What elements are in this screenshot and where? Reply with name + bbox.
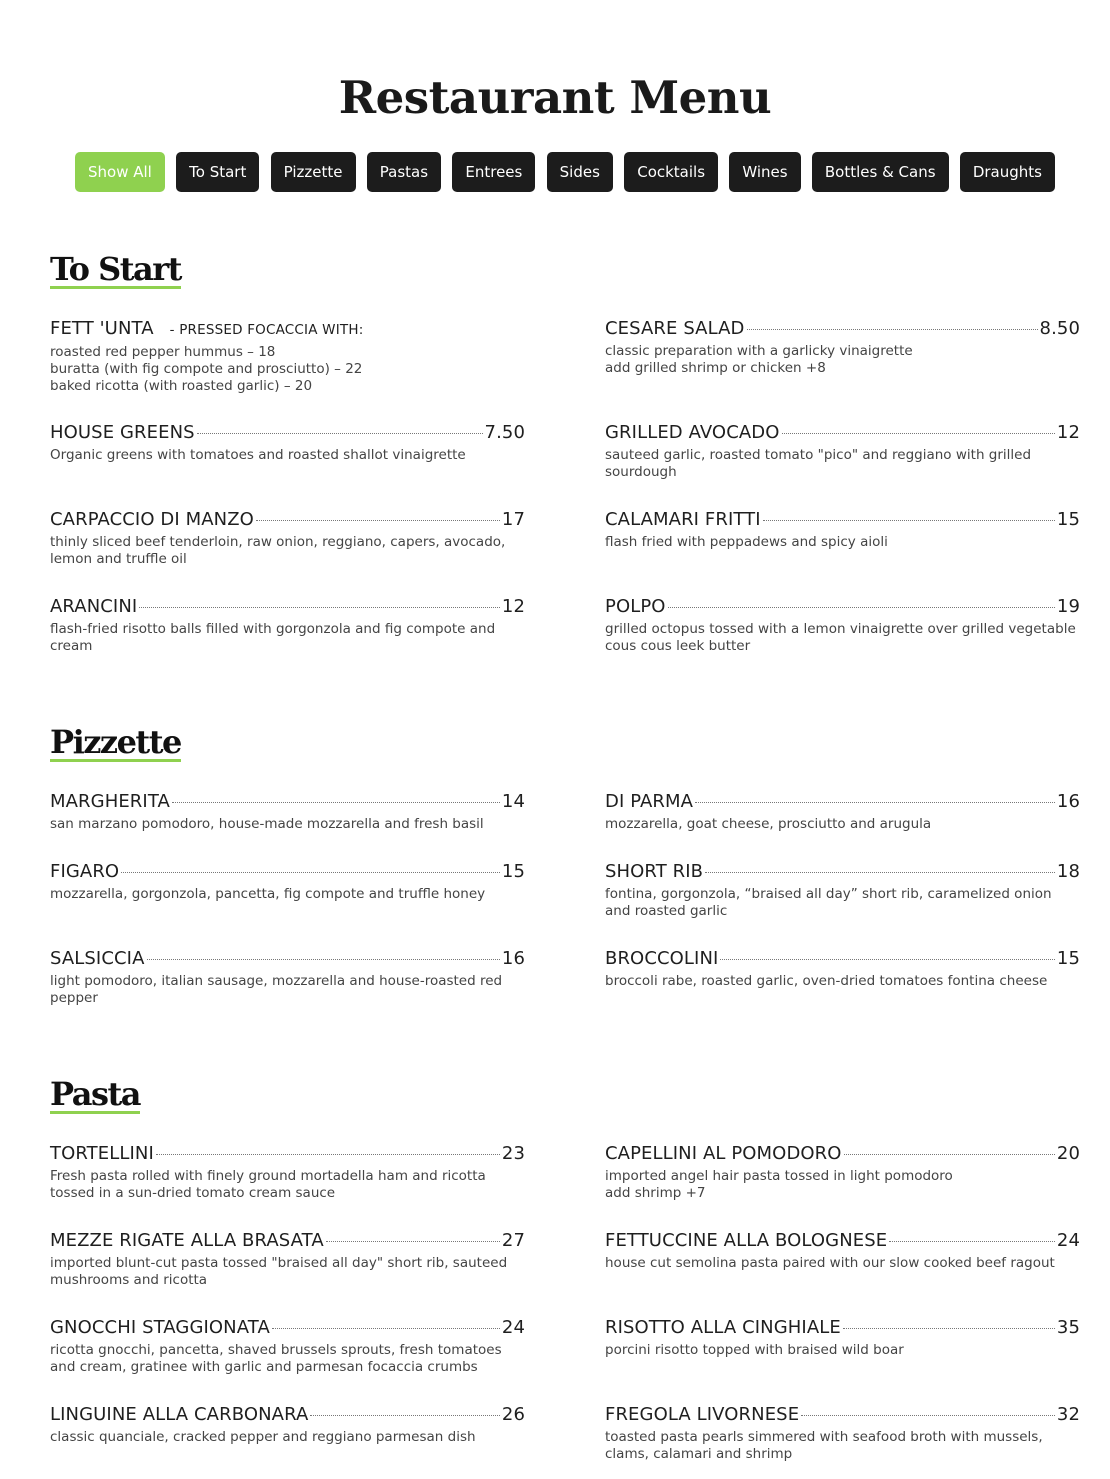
item-description: light pomodoro, italian sausage, mozzarella and house-roasted red pepper	[50, 973, 503, 1006]
dot-leader	[272, 1328, 500, 1329]
dot-leader	[310, 1415, 500, 1416]
menu-item	[50, 596, 525, 655]
item-description: roasted red pepper hummus – 18 buratta (with fig compote and prosciutto) – 22 baked ricotta (with roasted garlic) – 20	[50, 344, 363, 394]
menu-item	[50, 791, 525, 833]
dot-leader	[156, 1154, 500, 1155]
section-title: Pasta	[50, 1075, 140, 1113]
section-title: To Start	[50, 250, 181, 288]
item-name: MEZZE RIGATE ALLA BRASATA	[50, 1230, 324, 1251]
section-pizzette	[50, 725, 1080, 1025]
dot-leader	[720, 959, 1054, 960]
filter-draughts-button[interactable]: Draughts	[960, 152, 1055, 192]
menu-item	[605, 318, 1080, 377]
menu-item	[50, 1143, 525, 1202]
item-price: 16	[501, 948, 525, 969]
item-header	[50, 509, 525, 531]
dot-leader	[172, 802, 500, 803]
item-price: 20	[1056, 1143, 1080, 1164]
item-price: 14	[501, 791, 525, 812]
item-name: DI PARMA	[605, 791, 694, 812]
dot-leader	[844, 1154, 1055, 1155]
item-header	[50, 861, 525, 883]
item-description: flash-fried risotto balls filled with gorgonzola and fig compote and cream	[50, 621, 496, 654]
item-description: imported angel hair pasta tossed in light pomodoro add shrimp +7	[605, 1168, 953, 1201]
item-header	[50, 422, 525, 444]
filter-entrees-button[interactable]: Entrees	[452, 152, 535, 192]
item-name: TORTELLINI	[50, 1143, 154, 1164]
item-name: LINGUINE ALLA CARBONARA	[50, 1404, 309, 1425]
filter-cocktails-button[interactable]: Cocktails	[624, 152, 718, 192]
dot-leader	[256, 520, 500, 521]
item-name: SHORT RIB	[605, 861, 704, 882]
menu-item	[605, 509, 1080, 551]
item-name: CESARE SALAD	[605, 318, 745, 339]
item-description: flash fried with peppadews and spicy aioli	[605, 534, 888, 550]
item-name: CALAMARI FRITTI	[605, 509, 761, 530]
item-description: ricotta gnocchi, pancetta, shaved brussels sprouts, fresh tomatoes and cream, gratinee with garlic and parmesan focaccia crumbs	[50, 1342, 502, 1375]
item-header	[605, 1317, 1080, 1339]
item-description: thinly sliced beef tenderloin, raw onion, reggiano, capers, avocado, lemon and truffle oil	[50, 534, 506, 567]
item-price: 16	[1056, 791, 1080, 812]
menu-item	[50, 318, 525, 395]
dot-leader	[843, 1328, 1055, 1329]
dot-leader	[747, 329, 1038, 330]
item-price: 7.50	[484, 422, 525, 443]
menu-item	[605, 791, 1080, 833]
menu-item	[605, 596, 1080, 655]
dot-leader	[326, 1241, 500, 1242]
item-header	[50, 596, 525, 618]
item-price: 15	[1056, 509, 1080, 530]
item-header	[50, 1404, 525, 1426]
item-header	[50, 948, 525, 970]
dot-leader	[139, 607, 500, 608]
item-price: 26	[501, 1404, 525, 1425]
menu-item	[50, 1404, 525, 1446]
item-description: grilled octopus tossed with a lemon vinaigrette over grilled vegetable cous cous leek butter	[605, 621, 1076, 654]
dot-leader	[121, 872, 500, 873]
item-header	[605, 791, 1080, 813]
dot-leader	[705, 872, 1055, 873]
item-subtitle: - PRESSED FOCACCIA WITH:	[169, 322, 364, 338]
section-pasta	[50, 1077, 1080, 1477]
filter-pizzette-button[interactable]: Pizzette	[271, 152, 356, 192]
item-price: 12	[1056, 422, 1080, 443]
item-name: FETT 'UNTA	[50, 318, 154, 339]
item-name: BROCCOLINI	[605, 948, 719, 969]
item-name: FREGOLA LIVORNESE	[605, 1404, 800, 1425]
item-price: 35	[1056, 1317, 1080, 1338]
item-header	[605, 422, 1080, 444]
item-description: broccoli rabe, roasted garlic, oven-dried tomatoes fontina cheese	[605, 973, 1048, 989]
item-price: 19	[1056, 596, 1080, 617]
item-description: Organic greens with tomatoes and roasted shallot vinaigrette	[50, 447, 466, 463]
item-description: imported blunt-cut pasta tossed "braised all day" short rib, sauteed mushrooms and ricotta	[50, 1255, 508, 1288]
page-title: Restaurant Menu	[338, 71, 772, 124]
item-name: CAPELLINI AL POMODORO	[605, 1143, 842, 1164]
dot-leader	[147, 959, 500, 960]
section-to-start	[50, 252, 1080, 672]
section-title: Pizzette	[50, 723, 181, 761]
dot-leader	[801, 1415, 1055, 1416]
item-header	[605, 596, 1080, 618]
item-description: mozzarella, goat cheese, prosciutto and arugula	[605, 816, 932, 832]
item-header	[605, 948, 1080, 970]
menu-item	[50, 948, 525, 1007]
item-header	[605, 318, 1080, 340]
item-description: fontina, gorgonzola, “braised all day” short rib, caramelized onion and roasted garlic	[605, 886, 1052, 919]
item-price: 32	[1056, 1404, 1080, 1425]
item-description: classic preparation with a garlicky vinaigrette add grilled shrimp or chicken +8	[605, 343, 913, 376]
item-price: 17	[501, 509, 525, 530]
item-description: san marzano pomodoro, house-made mozzarella and fresh basil	[50, 816, 484, 832]
menu-item	[50, 1317, 525, 1376]
item-name: GRILLED AVOCADO	[605, 422, 780, 443]
item-description: house cut semolina pasta paired with our slow cooked beef ragout	[605, 1255, 1055, 1271]
item-description: sauteed garlic, roasted tomato "pico" and reggiano with grilled sourdough	[605, 447, 1032, 480]
item-price: 15	[501, 861, 525, 882]
item-name: RISOTTO ALLA CINGHIALE	[605, 1317, 841, 1338]
dot-leader	[668, 607, 1055, 608]
item-price: 23	[501, 1143, 525, 1164]
item-description: porcini risotto topped with braised wild boar	[605, 1342, 904, 1358]
item-header	[50, 318, 525, 341]
category-filter-bar	[75, 152, 1055, 192]
item-header	[605, 1230, 1080, 1252]
item-name: ARANCINI	[50, 596, 138, 617]
menu-item	[605, 1143, 1080, 1202]
dot-leader	[763, 520, 1055, 521]
menu-item	[605, 1404, 1080, 1463]
item-header	[605, 1143, 1080, 1165]
item-name: CARPACCIO DI MANZO	[50, 509, 254, 530]
item-name: SALSICCIA	[50, 948, 145, 969]
item-name: FIGARO	[50, 861, 120, 882]
item-price: 8.50	[1039, 318, 1080, 339]
filter-pastas-button[interactable]: Pastas	[367, 152, 441, 192]
menu-item	[605, 422, 1080, 481]
menu-item	[50, 509, 525, 568]
dot-leader	[695, 802, 1055, 803]
item-price: 24	[1056, 1230, 1080, 1251]
item-header	[605, 509, 1080, 531]
item-header	[50, 1230, 525, 1252]
menu-item	[50, 422, 525, 464]
item-description: mozzarella, gorgonzola, pancetta, fig compote and truffle honey	[50, 886, 486, 902]
menu-item	[605, 1230, 1080, 1272]
item-name: POLPO	[605, 596, 666, 617]
item-header	[605, 1404, 1080, 1426]
menu-item	[605, 861, 1080, 920]
item-name: FETTUCCINE ALLA BOLOGNESE	[605, 1230, 888, 1251]
item-description: toasted pasta pearls simmered with seafood broth with mussels, clams, calamari and shrimp	[605, 1429, 1043, 1462]
dot-leader	[197, 433, 483, 434]
menu-item	[50, 1230, 525, 1289]
filter-to-start-button[interactable]: To Start	[176, 152, 259, 192]
item-header	[50, 791, 525, 813]
filter-sides-button[interactable]: Sides	[547, 152, 613, 192]
dot-leader	[782, 433, 1055, 434]
item-price: 15	[1056, 948, 1080, 969]
item-header	[605, 861, 1080, 883]
item-price: 18	[1056, 861, 1080, 882]
item-name: MARGHERITA	[50, 791, 170, 812]
item-header	[50, 1317, 525, 1339]
item-name: GNOCCHI STAGGIONATA	[50, 1317, 270, 1338]
filter-show-all-button[interactable]: Show All	[75, 152, 165, 192]
item-description: classic quanciale, cracked pepper and reggiano parmesan dish	[50, 1429, 476, 1445]
item-price: 12	[501, 596, 525, 617]
menu-item	[605, 948, 1080, 990]
item-header	[50, 1143, 525, 1165]
filter-wines-button[interactable]: Wines	[729, 152, 800, 192]
item-price: 24	[501, 1317, 525, 1338]
menu-item	[605, 1317, 1080, 1359]
dot-leader	[889, 1241, 1055, 1242]
item-price: 27	[501, 1230, 525, 1251]
item-description: Fresh pasta rolled with finely ground mortadella ham and ricotta tossed in a sun-dried tomato cream sauce	[50, 1168, 486, 1201]
filter-bottles-cans-button[interactable]: Bottles & Cans	[812, 152, 949, 192]
menu-item	[50, 861, 525, 903]
item-name: HOUSE GREENS	[50, 422, 195, 443]
